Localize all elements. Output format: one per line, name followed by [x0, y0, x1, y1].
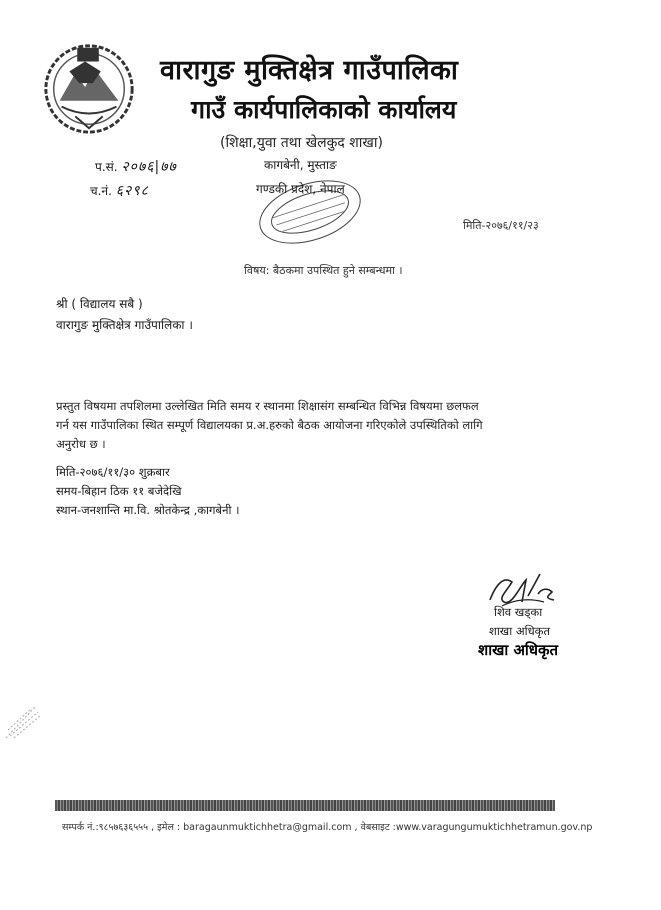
dispatch-number	[90, 181, 149, 200]
subject-line: विषय: बैठकमा उपस्थित हुने सम्बन्धमा ।	[244, 264, 403, 277]
branch-name: (शिक्षा,युवा तथा खेलकुद शाखा)	[220, 135, 383, 151]
signatory-role: शाखा अधिकृत	[489, 624, 551, 638]
meeting-date: मिति-२०७६/११/३० शुक्रबार	[56, 465, 170, 479]
footer-divider	[55, 800, 555, 811]
letter-date: मिति-२०७६/११/२३	[463, 219, 539, 232]
dispatch-value: ६२९८	[115, 183, 149, 199]
reference-number	[95, 157, 177, 176]
body-line: अनुरोध छ ।	[56, 437, 106, 451]
ref-label: प.सं.	[95, 160, 118, 174]
signatory-name: शिव खड्का	[494, 605, 543, 619]
address-line-2: गण्डकी प्रदेश, नेपाल	[256, 182, 345, 196]
meeting-time: समय-बिहान ठिक ११ बजेदेखि	[56, 484, 182, 498]
emblem-logo	[40, 38, 138, 136]
office-name: गाउँ कार्यपालिकाको कार्यालय	[191, 95, 457, 124]
organization-name: वारागुङ मुक्तिक्षेत्र गाउँपालिका	[160, 55, 459, 86]
dispatch-label: च.नं.	[90, 184, 112, 198]
margin-scribble	[2, 700, 42, 742]
signatory-stamp: शाखा अधिकृत	[478, 641, 559, 659]
body-line: गर्न यस गाउँपालिका स्थित सम्पूर्ण विद्यालयका प्र.अ.हरुको बैठक आयोजना गरिएकोले उपस्थितिको लागि	[56, 418, 483, 432]
recipient-line-1: श्री ( विद्यालय सबै )	[56, 297, 143, 311]
footer-contact: सम्पर्क नं.:९८५७६३६५५५ , इमेल : baragaunmuktichhetra@gmail.com , वेबसाइट :www.varagungumuktichhetramun.gov.np	[62, 822, 593, 833]
recipient-line-2: वारागुङ मुक्तिक्षेत्र गाउँपालिका ।	[56, 318, 193, 332]
address-line-1: कागबेनी, मुस्ताङ	[264, 158, 337, 172]
ref-value: २०७६|७७	[121, 159, 177, 175]
body-line: प्रस्तुत विषयमा तपशिलमा उल्लेखित मिति समय र स्थानमा शिक्षासंग सम्बन्धित विभिन्न विषयमा छलफल	[56, 399, 479, 413]
meeting-place: स्थान-जनशान्ति मा.वि. श्रोतकेन्द्र ,कागबेनी ।	[56, 503, 240, 517]
letter-body	[56, 397, 576, 454]
